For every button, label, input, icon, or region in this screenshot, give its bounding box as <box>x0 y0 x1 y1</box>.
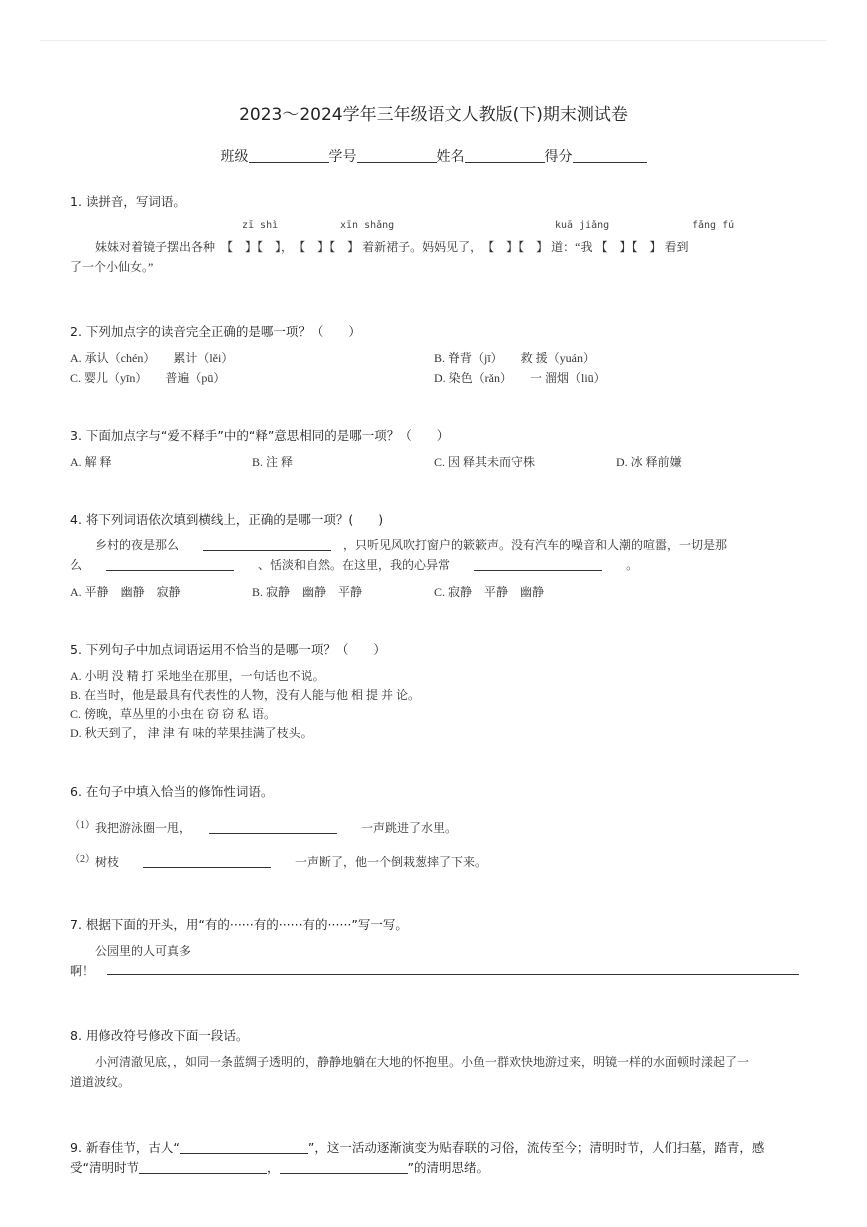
page-title: 2023～2024学年三年级语文人教版(下)期末测试卷 <box>239 105 628 125</box>
pinyin-2: xīn shǎng <box>340 220 395 231</box>
answer-bracket-3[interactable]: 【 】【 】 <box>488 240 549 254</box>
option-5a[interactable]: A. 小明 没 精 打 采地坐在那里，一句话也不说。 <box>70 669 325 683</box>
pinyin-4: fǎng fú <box>692 220 735 231</box>
option-3d[interactable]: D. 冰 释前嫌 <box>616 455 682 469</box>
id-label: 学号 <box>328 149 357 165</box>
fill-blank-9-1[interactable] <box>180 1139 308 1154</box>
score-blank[interactable] <box>573 148 647 163</box>
pinyin-1: zī shì <box>242 220 279 231</box>
option-2b[interactable]: B. 脊背（jī） 救 援（yuán） <box>434 351 595 365</box>
question-9-line-2: 受“清明时节 ， ”的清明思绪。 <box>70 1160 489 1175</box>
question-6-item-1: $^{(1)}$我把游泳圈一甩， 一声跳进了水里。 <box>70 820 458 835</box>
fill-blank-6-1[interactable] <box>209 819 337 834</box>
fill-blank-9-3[interactable] <box>280 1159 408 1174</box>
class-blank[interactable] <box>249 148 329 163</box>
fill-blank-4-2[interactable] <box>106 556 234 571</box>
score-label: 得分 <box>544 149 573 165</box>
question-9-line-1: 9. 新春佳节，古人“ ”，这一活动逐渐演变为贴春联的习俗，流传至今；清明时节，人们扫墓，踏青，感 <box>70 1140 765 1155</box>
option-4c[interactable]: C. 寂静 平静 幽静 <box>434 585 545 599</box>
option-4b[interactable]: B. 寂静 幽静 平静 <box>252 585 363 599</box>
question-6-item-2: $^{(2)}$树枝 一声断了，他一个倒栽葱摔了下来。 <box>70 854 488 869</box>
student-info-line <box>0 146 867 166</box>
question-4-line-1: 乡村的夜是那么 ，只听见风吹打窗户的簌簌声。没有汽车的噪音和人潮的喧嚣，一切是那 <box>95 538 728 552</box>
question-4-stem: 4. 将下列词语依次填到横线上，正确的是哪一项？( ) <box>70 512 384 527</box>
question-3-stem: 3. 下面加点字与“爱不释手”中的“释”意思相同的是哪一项？（ ） <box>70 428 450 443</box>
option-2d[interactable]: D. 染色（rǎn） 一 溜烟（liū） <box>434 371 606 385</box>
option-3b[interactable]: B. 注 释 <box>252 455 294 469</box>
question-2-stem: 2. 下列加点字的读音完全正确的是哪一项？（ ） <box>70 324 361 339</box>
question-1-line-1: 妹妹对着镜子摆出各种 【 】【 】， 【 】【 】 着新裙子。妈妈见了， 【 】【 】 道：“我 【 】【 】 看到 <box>95 240 689 254</box>
question-7-stem: 7. 根据下面的开头，用“有的······有的······有的······”写一写。 <box>70 917 408 932</box>
question-1-stem: 1. 读拼音，写词语。 <box>70 194 186 209</box>
option-3c[interactable]: C. 因 释其未而守株 <box>434 455 536 469</box>
name-blank[interactable] <box>465 148 545 163</box>
header-divider <box>40 40 827 41</box>
question-6-stem: 6. 在句子中填入恰当的修饰性词语。 <box>70 784 274 799</box>
question-8-stem: 8. 用修改符号修改下面一段话。 <box>70 1028 249 1043</box>
option-4a[interactable]: A. 平静 幽静 寂静 <box>70 585 181 599</box>
option-5d[interactable]: D. 秋天到了， 津 津 有 味的苹果挂满了枝头。 <box>70 726 313 740</box>
answer-bracket-4[interactable]: 【 】【 】 <box>595 240 662 254</box>
option-2a[interactable]: A. 承认（chén） 累计（lěi） <box>70 351 234 365</box>
fill-blank-4-1[interactable] <box>203 536 331 551</box>
fill-blank-4-3[interactable] <box>474 556 602 571</box>
option-5b[interactable]: B. 在当时，他是最具有代表性的人物，没有人能与他 相 提 并 论。 <box>70 688 421 702</box>
question-5-stem: 5. 下列句子中加点词语运用不恰当的是哪一项？（ ） <box>70 642 386 657</box>
answer-bracket-2[interactable]: 【 】【 】 <box>299 240 360 254</box>
option-2c[interactable]: C. 婴儿（yīn） 普遍（pū） <box>70 371 226 385</box>
fill-blank-6-2[interactable] <box>143 853 271 868</box>
option-3a[interactable]: A. 解 释 <box>70 455 112 469</box>
question-4-line-2: 么 、恬淡和自然。在这里，我的心异常 。 <box>70 558 639 572</box>
name-label: 姓名 <box>436 149 465 165</box>
question-8-line-2[interactable]: 道道波纹。 <box>70 1075 131 1089</box>
answer-bracket-1[interactable]: 【 】【 】 <box>227 240 282 254</box>
pinyin-3: kuā jiǎng <box>555 220 610 231</box>
question-1-line-2: 了一个小仙女。” <box>70 260 154 274</box>
question-8-line-1[interactable]: 小河清澈见底，，如同一条蓝绸子透明的，静静地躺在大地的怀抱里。小鱼一群欢快地游过来，明镜一样的水面顿时漾起了一 <box>95 1055 750 1069</box>
class-label: 班级 <box>220 149 249 165</box>
id-blank[interactable] <box>357 148 437 163</box>
option-5c[interactable]: C. 傍晚，草丛里的小虫在 窃 窃 私 语。 <box>70 707 277 721</box>
question-7-line-2: 啊！ <box>70 964 95 978</box>
writing-line-7[interactable] <box>107 974 799 975</box>
question-7-line-1: 公园里的人可真多 <box>95 944 192 958</box>
fill-blank-9-2[interactable] <box>139 1159 267 1174</box>
